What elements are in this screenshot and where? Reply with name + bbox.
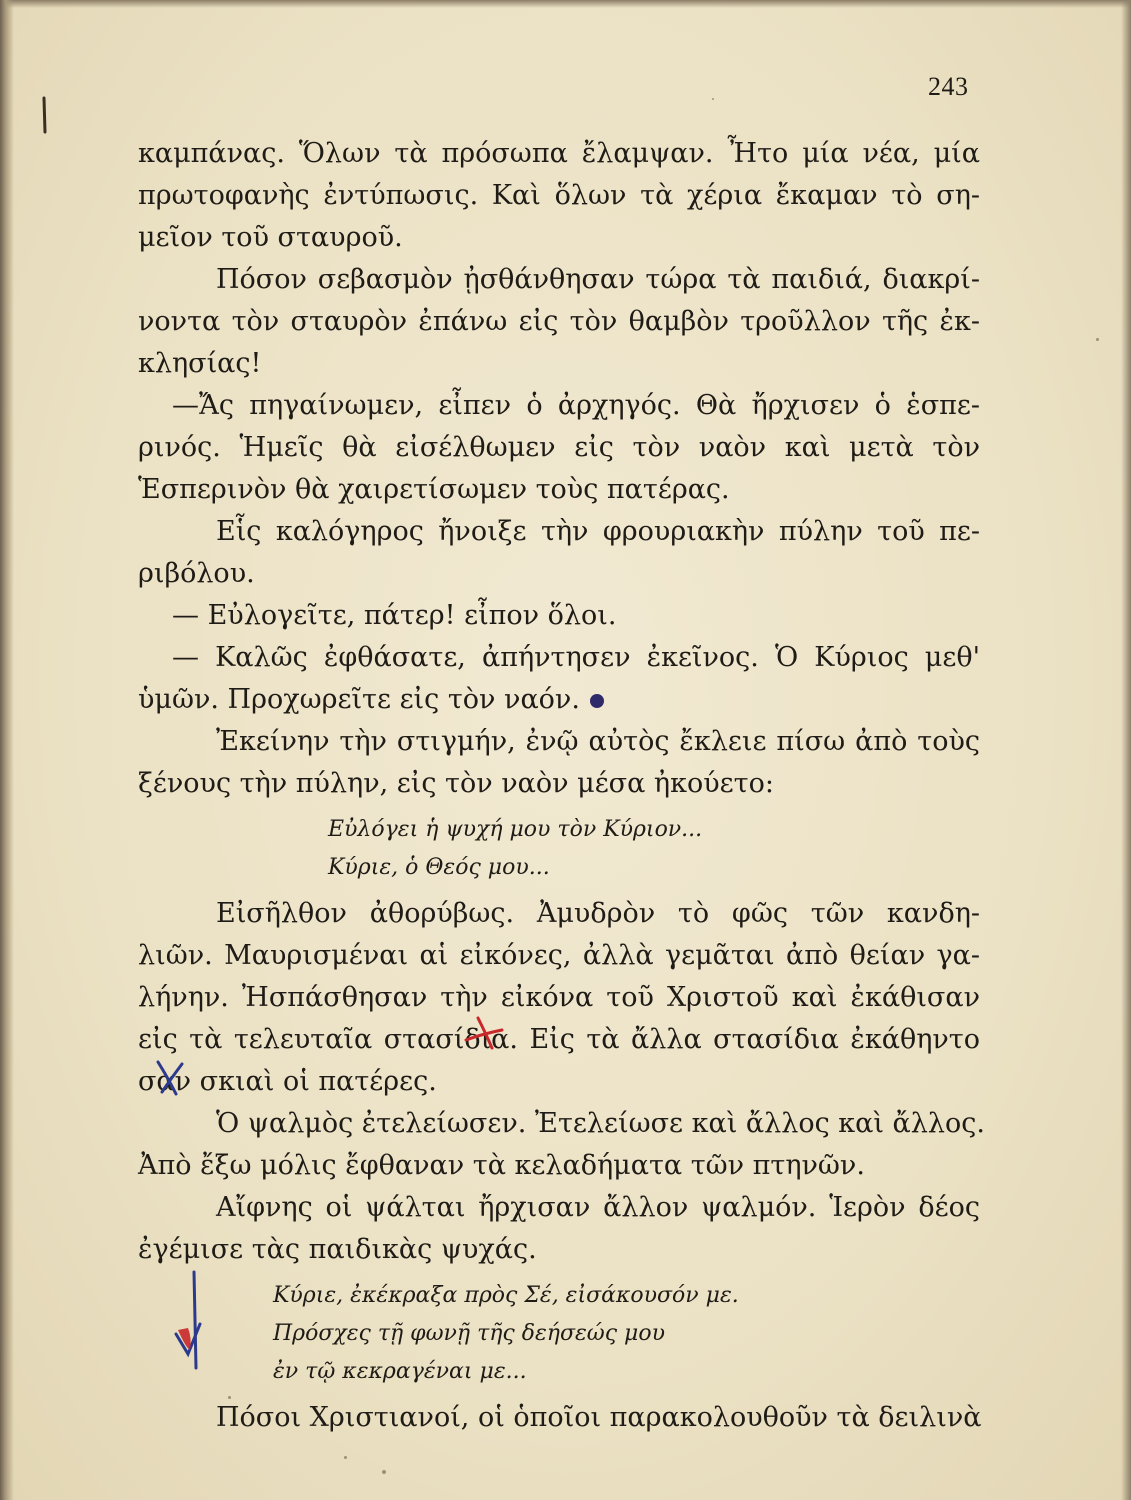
text-line-6: κλησίας! <box>138 348 262 379</box>
text-line-24: Αἴφνης οἱ ψάλται ἤρχισαν ἄλλον ψαλμόν. Ἱερὸν δέος <box>216 1192 980 1223</box>
text-line-18: λιῶν. Μαυρισμέναι αἱ εἰκόνες, ἀλλὰ γεμᾶται ἀπὸ θείαν γα- <box>138 940 980 971</box>
text-line-14-text: ὑμῶν. Προχωρεῖτε εἰς τὸν ναόν. <box>138 684 580 715</box>
text-line-5: νοντα τὸν σταυρὸν ἐπάνω εἰς τὸν θαμβὸν τροῦλλον τῆς ἐκ- <box>138 306 980 337</box>
text-line-21: σὰν σκιαὶ οἱ πατέρες. <box>138 1066 437 1097</box>
verse-line-5: ἐν τῷ κεκραγέναι με... <box>273 1359 527 1384</box>
text-line-4: Πόσον σεβασμὸν ᾐσθάνθησαν τώρα τὰ παιδιά, διακρί- <box>216 264 980 295</box>
text-line-8: ρινός. Ἡμεῖς θὰ εἰσέλθωμεν εἰς τὸν ναὸν καὶ μετὰ τὸν <box>138 432 980 463</box>
text-line-17: Εἰσῆλθον ἀθορύβως. Ἀμυδρὸν τὸ φῶς τῶν κανδη- <box>216 898 980 929</box>
text-line-1: καμπάνας. Ὅλων τὰ πρόσωπα ἔλαμψαν. Ἦτο μία νέα, μία <box>138 138 980 169</box>
paper-speck <box>228 1396 231 1399</box>
text-line-25: ἐγέμισε τὰς παιδικὰς ψυχάς. <box>138 1234 537 1265</box>
paper-speck <box>712 98 714 100</box>
text-line-16: ξένους τὴν πύλην, εἰς τὸν ναὸν μέσα ἠκούετο: <box>138 768 774 799</box>
verse-line-4: Πρόσχες τῇ φωνῇ τῆς δεήσεώς μου <box>273 1321 665 1346</box>
margin-tick-mark <box>40 96 48 136</box>
page-left-edge-shadow <box>0 0 14 1500</box>
text-line-2: πρωτοφανὴς ἐντύπωσις. Καὶ ὅλων τὰ χέρια ἔκαμαν τὸ ση- <box>138 180 980 211</box>
page-top-edge-shadow <box>0 0 1131 8</box>
text-line-23: Ἀπὸ ἔξω μόλις ἔφθαναν τὰ κελαδήματα τῶν πτηνῶν. <box>138 1150 865 1181</box>
text-line-19: λήνην. Ἠσπάσθησαν τὴν εἰκόνα τοῦ Χριστοῦ καὶ ἐκάθισαν <box>138 982 980 1013</box>
text-line-3: μεῖον τοῦ σταυροῦ. <box>138 222 403 253</box>
text-line-26: Πόσοι Χριστιανοί, οἱ ὁποῖοι παρακολουθοῦν τὰ δειλινὰ <box>216 1402 982 1433</box>
verse-line-1: Εὐλόγει ἡ ψυχή μου τὸν Κύριον... <box>328 817 703 842</box>
page-number: 243 <box>928 72 969 101</box>
body-text <box>138 133 985 1439</box>
text-line-13: — Καλῶς ἐφθάσατε, ἀπήντησεν ἐκεῖνος. Ὁ Κύριος μεθ' <box>172 642 980 673</box>
text-line-20: εἰς τὰ τελευταῖα στασίδια. Εἰς τὰ ἄλλα στασίδια ἐκάθηντο <box>138 1024 980 1055</box>
text-line-14 <box>138 679 980 721</box>
text-line-12: — Εὐλογεῖτε, πάτερ! εἶπον ὅλοι. <box>172 600 617 631</box>
ink-blot-mark <box>590 694 604 708</box>
text-line-10: Εἷς καλόγηρος ἤνοιξε τὴν φρουριακὴν πύλην τοῦ πε- <box>216 516 980 547</box>
paper-speck <box>344 1456 347 1459</box>
verse-line-2: Κύριε, ὁ Θεός μου... <box>328 855 550 880</box>
paper-speck <box>1096 338 1099 341</box>
paper-speck <box>382 1470 386 1474</box>
text-line-15: Ἐκείνην τὴν στιγμήν, ἐνῷ αὐτὸς ἔκλειε πίσω ἀπὸ τοὺς <box>216 726 980 757</box>
verse-line-3: Κύριε, ἐκέκραξα πρὸς Σέ, εἰσάκουσόν με. <box>273 1283 739 1308</box>
text-line-7: —Ἄς πηγαίνωμεν, εἶπεν ὁ ἀρχηγός. Θὰ ἤρχισεν ὁ ἑσπε- <box>172 390 980 421</box>
text-line-9: Ἑσπερινὸν θὰ χαιρετίσωμεν τοὺς πατέρας. <box>138 474 730 505</box>
text-line-22: Ὁ ψαλμὸς ἐτελείωσεν. Ἐτελείωσε καὶ ἄλλος καὶ ἄλλος. <box>216 1108 985 1139</box>
page-right-edge-shadow <box>1121 0 1131 1500</box>
text-line-11: ριβόλου. <box>138 558 255 589</box>
